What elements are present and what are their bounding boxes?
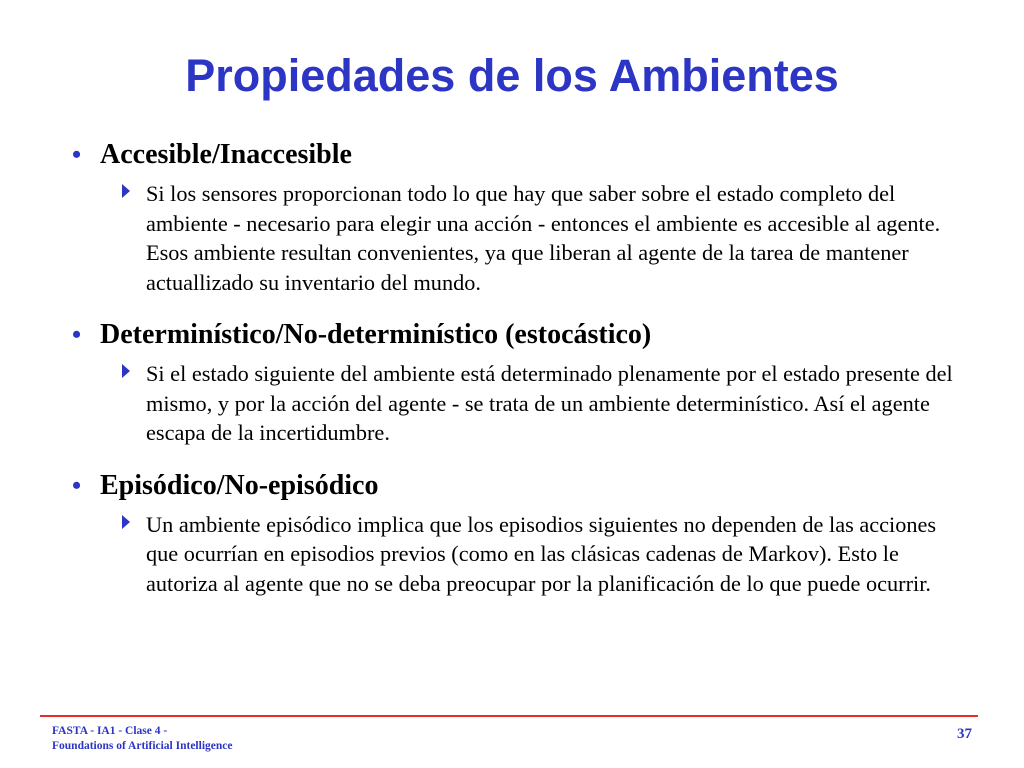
- bullet-item: [72, 464, 972, 599]
- slide-content: [72, 133, 972, 614]
- bullet-heading: Determinístico/No-determinístico (estocástico): [100, 319, 652, 350]
- bullet-item: [72, 133, 972, 297]
- bullet-heading: Episódico/No-episódico: [100, 469, 379, 501]
- bullet-heading: Accesible/Inaccesible: [100, 139, 352, 170]
- triangle-right-icon: [122, 359, 146, 448]
- bullet-dot-icon: •: [72, 470, 82, 500]
- footer-credits: [52, 724, 232, 754]
- sub-bullet-text: Si el estado siguiente del ambiente está determinado plenamente por el estado presente del mismo, y por la acción del agente - se trata de un ambiente determinístico. Así el agente escapa de la incertidumbre.: [146, 361, 953, 445]
- sub-bullet: [122, 510, 972, 599]
- slide-title: Propiedades de los Ambientes: [185, 50, 839, 101]
- bullet-item: [72, 313, 972, 448]
- bullet-dot-icon: •: [72, 320, 82, 349]
- footer-course: FASTA - IA1 - Clase 4 -: [52, 725, 168, 737]
- footer-divider: [40, 715, 978, 717]
- footer-subtitle: Foundations of Artificial Intelligence: [52, 740, 233, 752]
- bullet-dot-icon: •: [72, 140, 82, 169]
- sub-bullet: [122, 359, 972, 448]
- sub-bullet-text: Si los sensores proporcionan todo lo que hay que saber sobre el estado completo del ambiente - necesario para elegir una acción - entonces el ambiente es accesible al agente. Esos ambiente resultan convenientes, ya que liberan al agente de la tarea de mantener actuallizado su inventario del mundo.: [146, 181, 941, 295]
- triangle-right-icon: [122, 179, 146, 297]
- page-number: 37: [957, 726, 972, 742]
- sub-bullet-text: Un ambiente episódico implica que los episodios siguientes no dependen de las acciones que ocurrían en episodios previos (como en las clásicas cadenas de Markov). Esto le autoriza al agente que no se deba preocupar por la planificación de lo que puede ocurrir.: [146, 511, 937, 596]
- sub-bullet: [122, 179, 972, 297]
- triangle-right-icon: [122, 510, 146, 599]
